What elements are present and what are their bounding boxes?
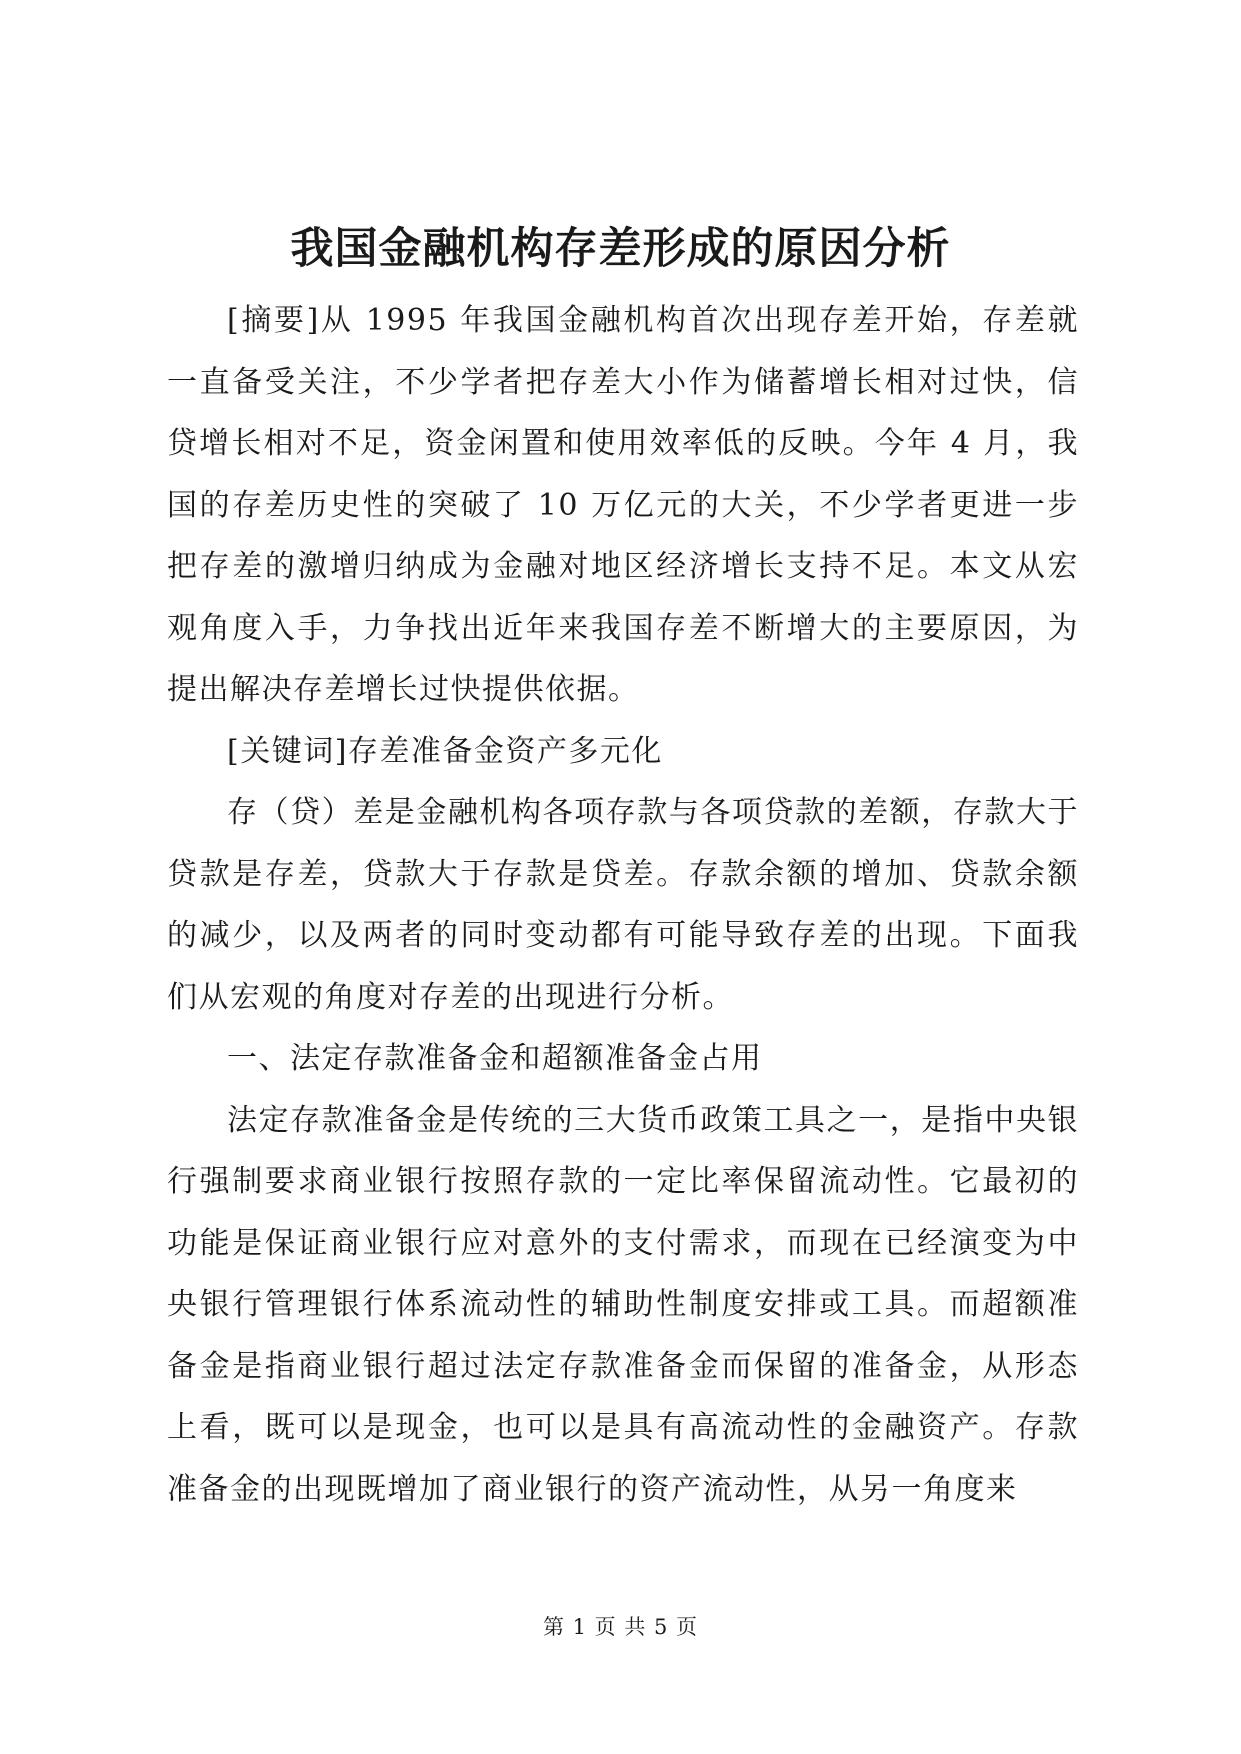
document-body: [167, 290, 1079, 1520]
section-heading: 一、法定存款准备金和超额准备金占用: [227, 1041, 763, 1076]
abstract-paragraph: [摘要]从 1995 年我国金融机构首次出现存差开始，存差就一直备受关注，不少学者把存差大小作为储蓄增长相对过快，信贷增长相对不足，资金闲置和使用效率低的反映。今年 4 月，我国的存差历史性的突破了 10 万亿元的大关，不少学者更进一步把存差的激增归纳成为金融对地区经济增长支持不足。本文从宏观角度入手，力争找出近年来我国存差不断增大的主要原因，为提出解决存差增长过快提供依据。: [167, 303, 1079, 707]
document-title: 我国金融机构存差形成的原因分析: [290, 224, 951, 274]
keywords-paragraph: [关键词]存差准备金资产多元化: [227, 733, 663, 769]
page-footer: 第 1 页 共 5 页: [542, 1615, 699, 1639]
intro-paragraph: 存（贷）差是金融机构各项存款与各项贷款的差额，存款大于贷款是存差，贷款大于存款是贷差。存款余额的增加、贷款余额的减少，以及两者的同时变动都有可能导致存差的出现。下面我们从宏观的角度对存差的出现进行分析。: [167, 795, 1079, 1015]
body-paragraph: 法定存款准备金是传统的三大货币政策工具之一，是指中央银行强制要求商业银行按照存款的一定比率保留流动性。它最初的功能是保证商业银行应对意外的支付需求，而现在已经演变为中央银行管理银行体系流动性的辅助性制度安排或工具。而超额准备金是指商业银行超过法定存款准备金而保留的准备金，从形态上看，既可以是现金，也可以是具有高流动性的金融资产。存款准备金的出现既增加了商业银行的资产流动性，从另一角度来: [167, 1102, 1079, 1507]
